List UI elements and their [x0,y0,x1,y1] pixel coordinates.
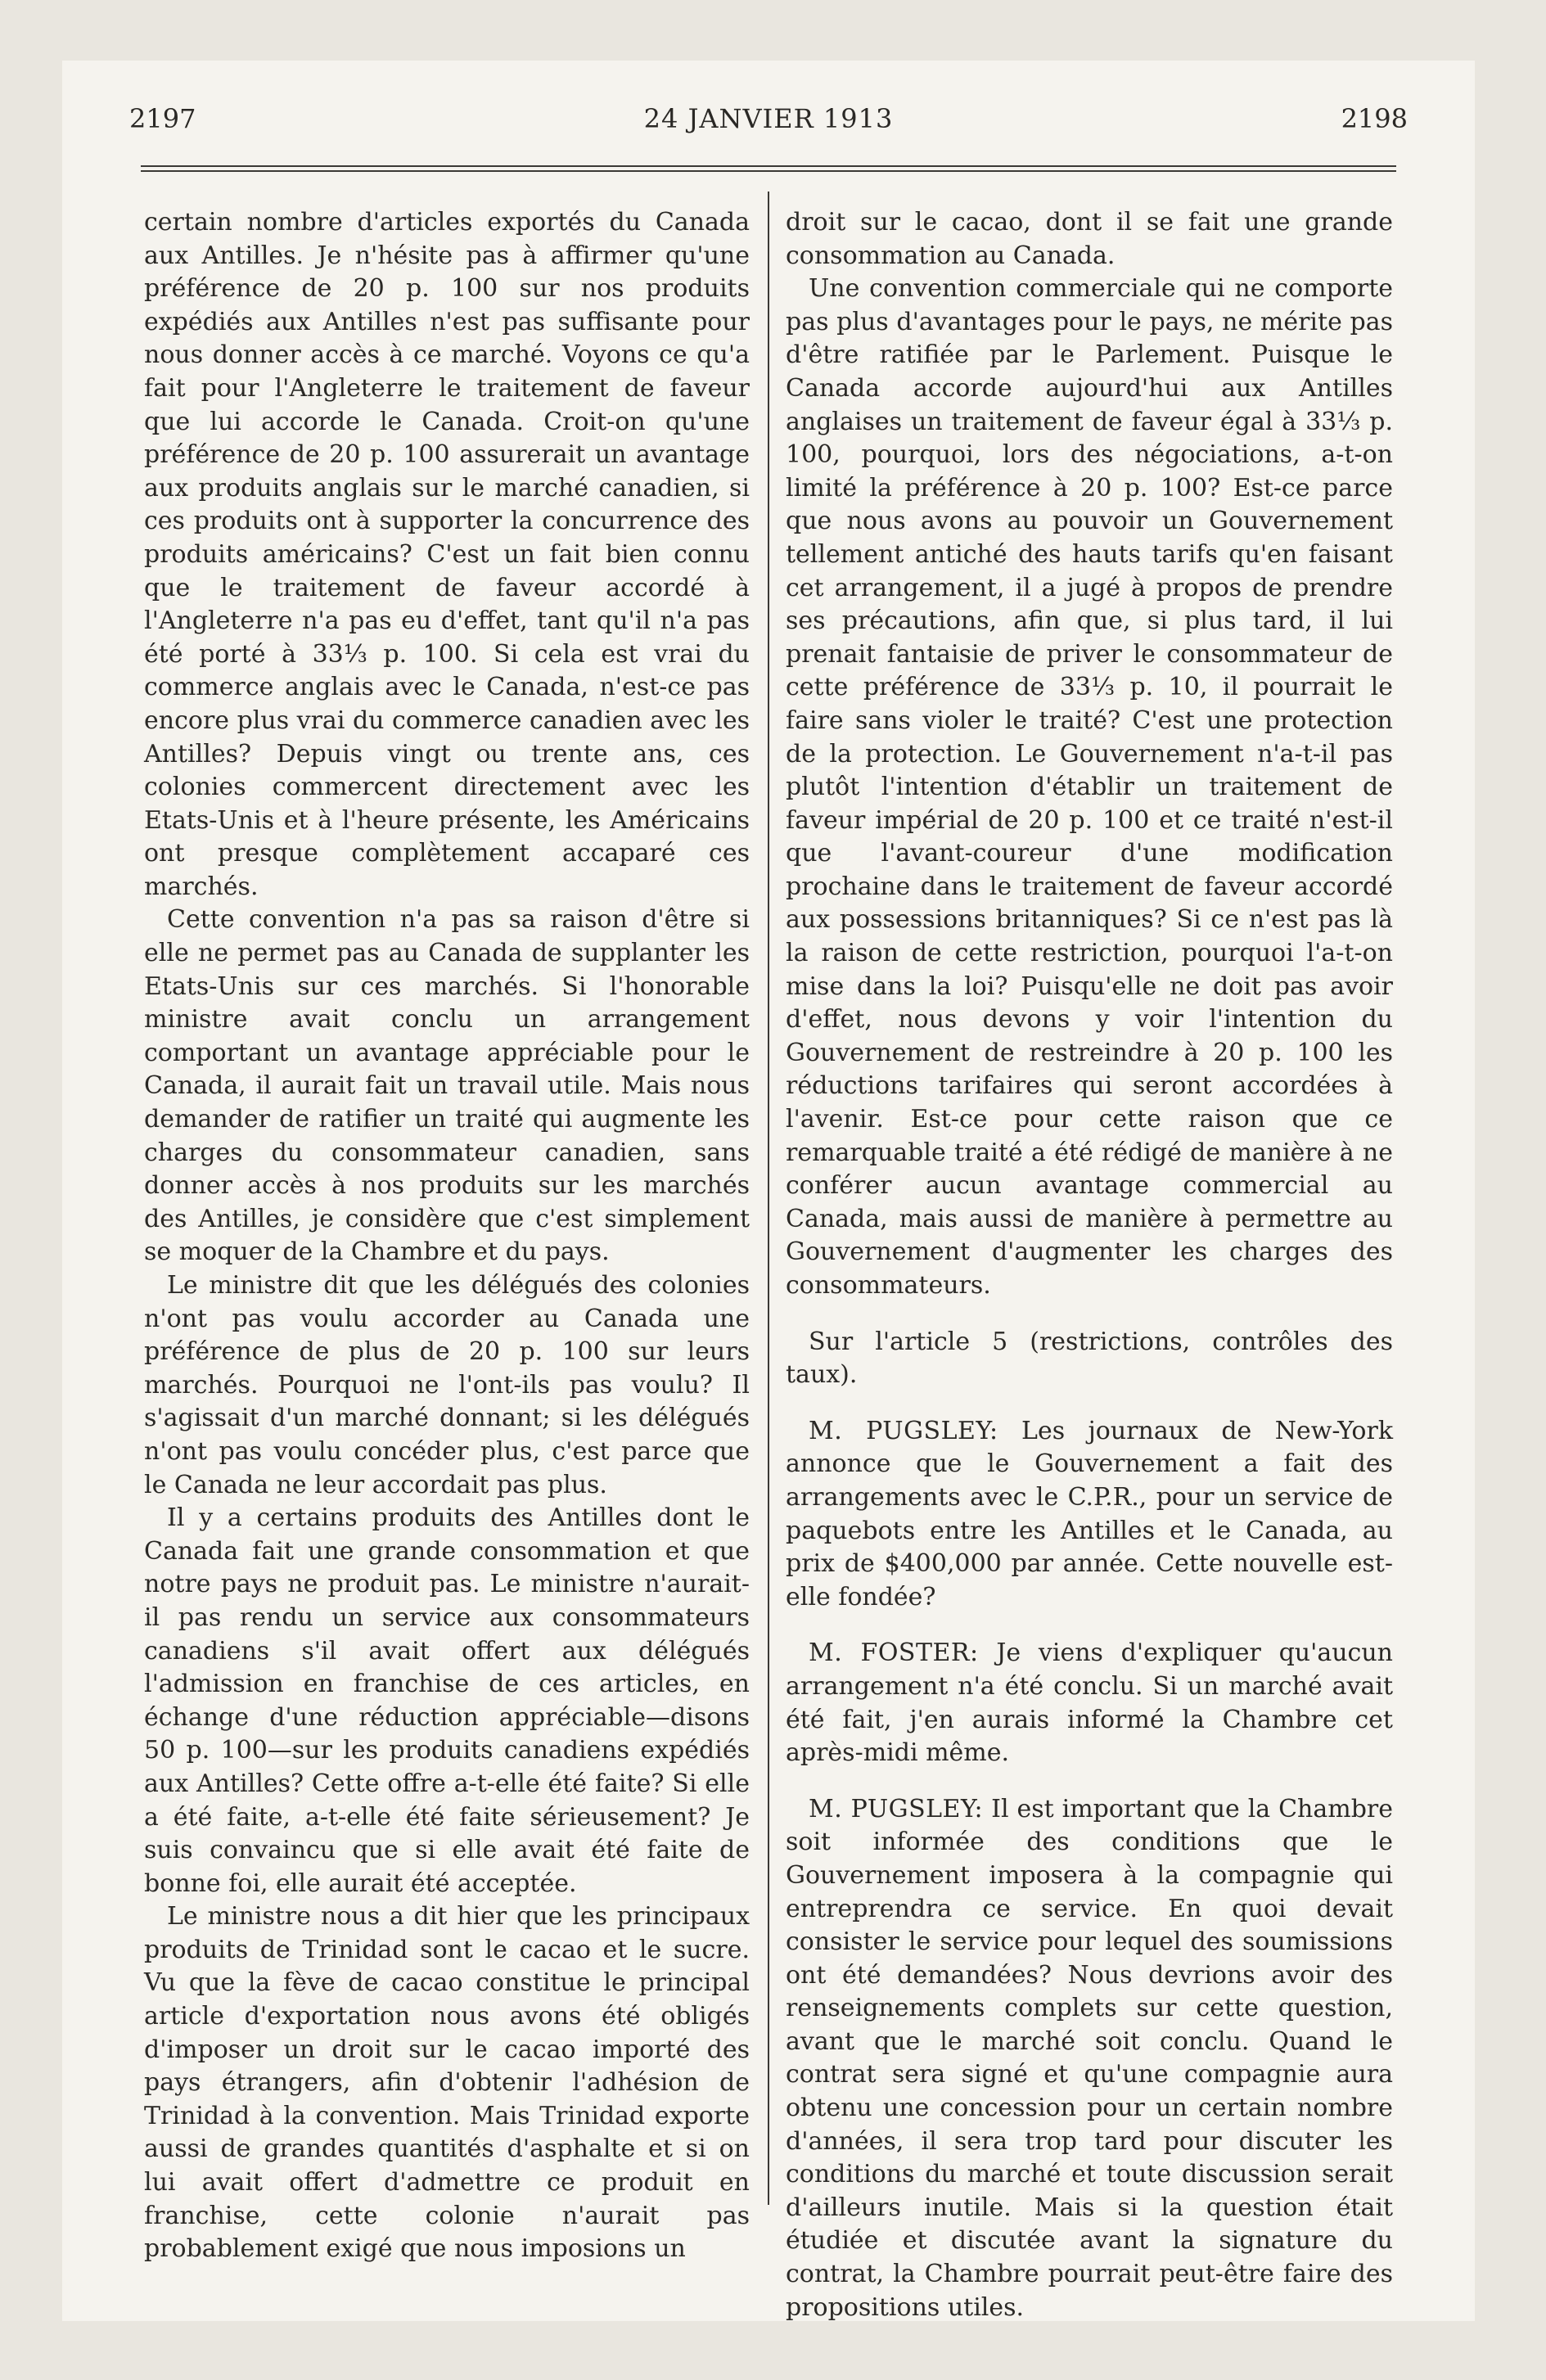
speech-paragraph [786,1415,1393,1615]
paragraph: Sur l'article 5 (restrictions, contrôles des taux). [786,1327,1393,1390]
speech-paragraph [786,1793,1393,2325]
paragraph: droit sur le cacao, dont il se fait une grande consommation au Canada. [786,208,1393,270]
paragraph: Le ministre nous a dit hier que les principaux produits de Trinidad sont le cacao et le sucre. Vu que la fève de cacao constitue le principal article d'exportation nous avons été obligés d'imposer un droit sur le cacao importé des pays étrangers, afin d'obtenir l'adhésion de Trinidad à la convention. Mais Trinidad exporte aussi de grandes quantités d'asphalte et si on lui avait offert d'admettre ce produit en franchise, cette colonie n'aurait pas probablement exigé que nous imposions un [144,1902,750,2264]
speaker-name: M. PUGSLEY: [809,1794,984,1823]
paragraph: Le ministre dit que les délégués des colonies n'ont pas voulu accorder au Canada une préférence de plus de 20 p. 100 sur leurs marchés. Pourquoi ne l'ont-ils pas voulu? Il s'agissait d'un marché donnant; si les délégués n'ont pas voulu concéder plus, c'est parce que le Canada ne leur accordait pas plus. [144,1271,750,1499]
paragraph: Il y a certains produits des Antilles dont le Canada fait une grande consommation et que notre pays ne produit pas. Le ministre n'aurait-il pas rendu un service aux consommateurs canadiens s'il avait offert aux délégués l'admission en franchise de ces articles, en échange d'une réduction appréciable—disons 50 p. 100—sur les produits canadiens expédiés aux Antilles? Cette offre a-t-elle été faite? Si elle a été faite, a-t-elle été faite sérieusement? Je suis convaincu que si elle avait été faite de bonne foi, elle aurait été acceptée. [144,1503,750,1898]
speech-text: Je viens d'expliquer qu'aucun arrangement n'a été conclu. Si un marché avait été fait, j'en aurais informé la Chambre cet après-midi même. [786,1639,1393,1768]
paragraph: certain nombre d'articles exportés du Canada aux Antilles. Je n'hésite pas à affirmer qu'une préférence de 20 p. 100 sur nos produits expédiés aux Antilles n'est pas suffisante pour nous donner accès à ce marché. Voyons ce qu'a fait pour l'Angleterre le traitement de faveur que lui accorde le Canada. Croit-on qu'une préférence de 20 p. 100 assurerait un avantage aux produits anglais sur le marché canadien, si ces produits ont à supporter la concurrence des produits américains? C'est un fait bien connu que le traitement de faveur accordé à l'Angleterre n'a pas eu d'effet, tant qu'il n'a pas été porté à 33⅓ p. 100. Si cela est vrai du commerce anglais avec le Canada, n'est-ce pas encore plus vrai du commerce canadien avec les Antilles? Depuis vingt ou trente ans, ces colonies commercent directement avec les Etats-Unis et à l'heure présente, les Américains ont presque complètement accaparé ces marchés. [144,208,750,901]
scanned-page [62,61,1475,2321]
column-divider [768,192,769,2205]
speech-text: Les journaux de New-York annonce que le Gouvernement a fait des arrangements avec le C.P.R., pour un service de paquebots entre les Antilles et le Canada, au prix de $400,000 par année. Cette nouvelle est-elle fondée? [786,1416,1393,1611]
page-number-left: 2197 [129,103,196,134]
paragraph: Une convention commerciale qui ne comporte pas plus d'avantages pour le pays, ne mérite pas d'être ratifiée par le Parlement. Puisque le Canada accorde aujourd'hui aux Antilles anglaises un traitement de faveur égal à 33⅓ p. 100, pourquoi, lors des négociations, a-t-on limité la préférence à 20 p. 100? Est-ce parce que nous avons au pouvoir un Gouvernement tellement antiché des hauts tarifs qu'en faisant cet arrangement, il a jugé à propos de prendre ses précautions, afin que, si plus tard, il lui prenait fantaisie de priver le consommateur de cette préférence de 33⅓ p. 10, il pourrait le faire sans violer le traité? C'est une protection de la protection. Le Gouvernement n'a-t-il pas plutôt l'intention d'établir un traitement de faveur impérial de 20 p. 100 et ce traité n'est-il que l'avant-coureur d'une modification prochaine dans le traitement de faveur accordé aux possessions britanniques? Si ce n'est pas là la raison de cette restriction, pourquoi l'a-t-on mise dans la loi? Puisqu'elle ne doit pas avoir d'effet, nous devons y voir l'intention du Gouvernement de restreindre à 20 p. 100 les réductions tarifaires qui seront accordées à l'avenir. Est-ce pour cette raison que ce remarquable traité a été rédigé de manière à ne conférer aucun avantage commercial au Canada, mais aussi de manière à permettre au Gouvernement d'augmenter les charges des consommateurs. [786,274,1393,1300]
page-header [62,103,1475,144]
speech-text: Il est important que la Chambre soit informée des conditions que le Gouvernement imposera à la compagnie qui entreprendra ce service. En quoi devait consister le service pour lequel des soumissions ont été demandées? Nous devrions avoir des renseignements complets sur cette question, avant que le marché soit conclu. Quand le contrat sera signé et qu'une compagnie aura obtenu une concession pour un certain nombre d'années, il sera trop tard pour discuter les conditions du marché et toute discussion serait d'ailleurs inutile. Mais si la question était étudiée et discutée avant la signature du contrat, la Chambre pourrait peut-être faire des propositions utiles. [786,1794,1394,2322]
page-number-right: 2198 [1341,103,1408,134]
speech-paragraph [786,1637,1393,1769]
left-column [144,206,750,2266]
speaker-name: M. FOSTER: [809,1639,979,1668]
header-rule-bottom [141,170,1396,172]
speaker-name: M. PUGSLEY: [809,1416,998,1445]
header-rule-top [141,165,1396,167]
right-column [786,206,1393,2324]
paragraph: Cette convention n'a pas sa raison d'être si elle ne permet pas au Canada de supplanter les Etats-Unis sur ces marchés. Si l'honorable ministre avait conclu un arrangement comportant un avantage appréciable pour le Canada, il aurait fait un travail utile. Mais nous demander de ratifier un traité qui augmente les charges du consommateur canadien, sans donner accès à nos produits sur les marchés des Antilles, je considère que c'est simplement se moquer de la Chambre et du pays. [144,905,750,1267]
page-date: 24 JANVIER 1913 [643,103,894,134]
